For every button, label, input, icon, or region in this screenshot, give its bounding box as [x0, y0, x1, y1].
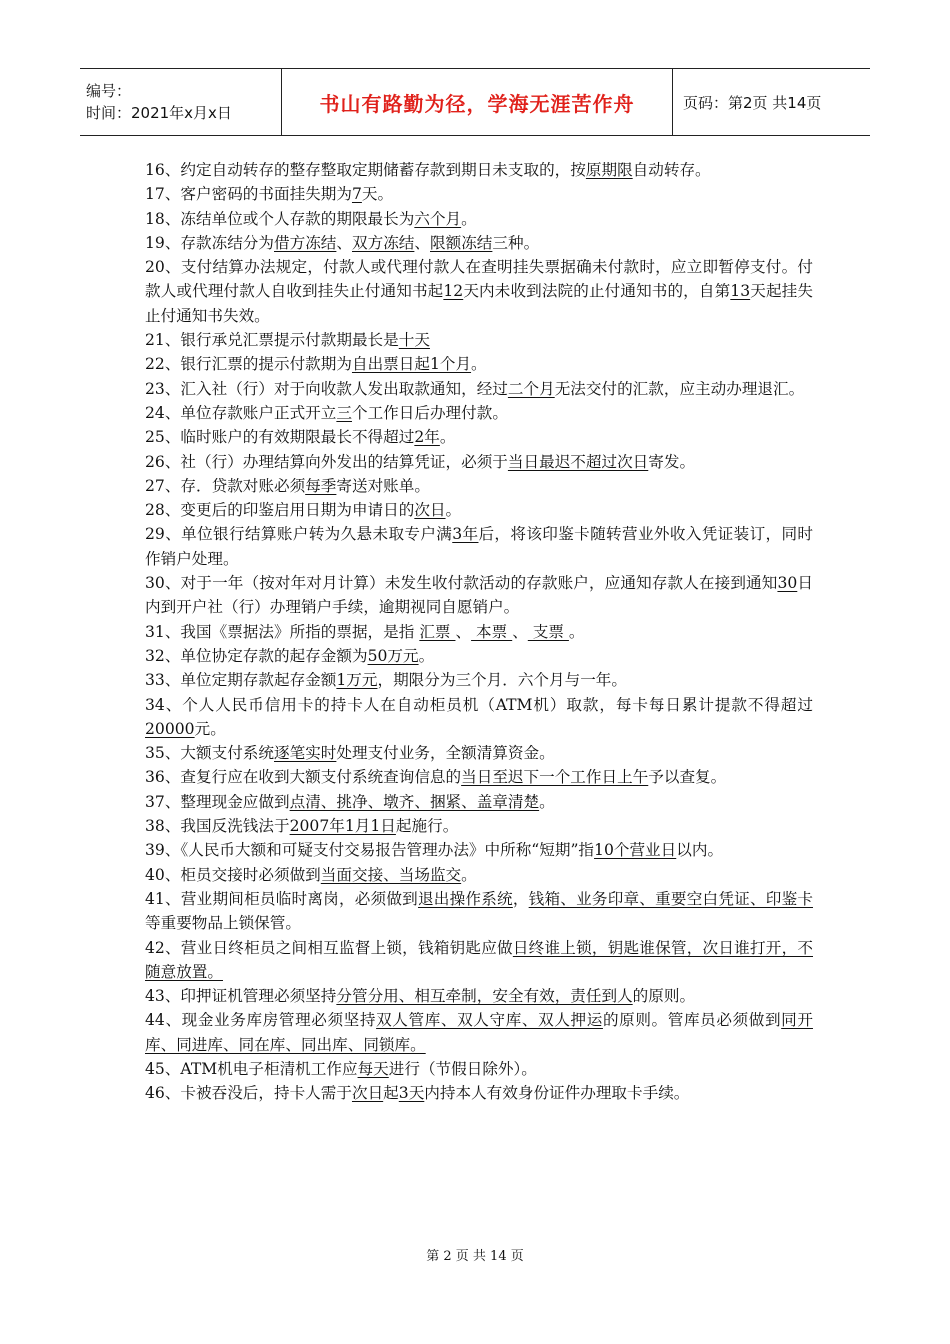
item-text: 40、柜员交接时必须做到 — [145, 865, 321, 884]
item-text: 35、大额支付系统 — [145, 744, 274, 763]
list-item — [145, 887, 813, 936]
page-footer: 第 2 页 共 14 页 — [426, 1249, 524, 1264]
underlined-answer: 退出操作系统 — [417, 889, 513, 908]
list-item — [145, 231, 813, 255]
item-text: 。 — [461, 865, 477, 884]
document-body — [145, 158, 813, 1106]
list-item — [145, 352, 813, 376]
underlined-answer: 日终谁上锁，钥匙谁保管，次日谁打开，不随意放置。 — [145, 938, 813, 981]
item-text: 20、支付结算办法规定，付款人或代理付款人在查明挂失票据确未付款时，应立即暂停支付。付款人或代理付款人自收到挂失止付通知书起 — [145, 258, 813, 301]
list-item — [145, 790, 813, 814]
underlined-answer: 双方冻结 — [352, 233, 415, 252]
list-item — [145, 863, 813, 887]
slogan: 书山有路勤为径，学海无涯苦作舟 — [319, 91, 635, 116]
underlined-answer: 20000 — [145, 719, 195, 738]
item-text: 天。 — [361, 185, 394, 204]
underlined-answer: 2007年1月1日 — [289, 817, 396, 836]
item-text: 。 — [445, 501, 462, 520]
list-item — [145, 838, 813, 862]
item-text: 33、单位定期存款起存金额 — [145, 671, 337, 690]
underlined-answer: 当日最迟不超过次日 — [507, 452, 649, 471]
list-item — [145, 571, 813, 620]
underlined-answer: 钱箱、业务印章、重要空白凭证、印鉴卡 — [528, 889, 813, 908]
item-text: 个工作日后办理付款。 — [351, 403, 508, 422]
underlined-answer: 次日 — [351, 1084, 384, 1103]
item-text: 17、客户密码的书面挂失期为 — [145, 185, 352, 204]
list-item — [145, 1008, 813, 1057]
underlined-answer: 7 — [351, 185, 362, 204]
item-text: 36、查复行应在收到大额支付系统查询信息的 — [145, 768, 462, 787]
item-text: 、 — [336, 233, 352, 252]
underlined-answer: 汇票 — [419, 622, 456, 641]
number-label: 编号： — [86, 82, 132, 100]
underlined-answer: 分管分用、相互牵制，安全有效，责任到人 — [336, 987, 633, 1006]
underlined-answer: 2年 — [414, 428, 440, 447]
list-item — [145, 1057, 813, 1081]
list-item — [145, 984, 813, 1008]
underlined-answer: 十天 — [398, 331, 430, 350]
item-text: 。 — [461, 209, 477, 228]
underlined-answer: 30 — [777, 574, 798, 593]
header-info — [80, 69, 282, 135]
list-item — [145, 741, 813, 765]
item-text: 自动转存。 — [632, 161, 711, 179]
item-text: 21、银行承兑汇票提示付款期最长是 — [145, 331, 399, 350]
item-text: 44、现金业务库房管理必须坚持 — [145, 1011, 377, 1030]
item-text: 42、营业日终柜员之间相互监督上锁，钱箱钥匙应做 — [145, 938, 513, 957]
header-slogan-cell — [282, 69, 673, 135]
item-text: 后，将该印鉴卡随转营业外收入凭证装订，同时作销户处理。 — [145, 525, 814, 568]
item-text: 无法交付的汇款，应主动办理退汇。 — [554, 379, 805, 398]
item-text: 寄送对账单。 — [336, 476, 430, 495]
underlined-answer: 二个月 — [507, 379, 555, 398]
underlined-answer: 本票 — [471, 622, 513, 641]
item-text: 25、临时账户的有效期限最长不得超过 — [145, 428, 415, 447]
list-item — [145, 401, 813, 425]
item-text: 43、印押证机管理必须坚持 — [145, 987, 337, 1006]
item-text: 。 — [539, 792, 555, 811]
underlined-answer: 点清、挑净、墩齐、捆紧、盖章清楚 — [289, 792, 540, 811]
underlined-answer: 双人管库、双人守库、双人押运 — [376, 1011, 603, 1030]
item-text: 41、营业期间柜员临时离岗，必须做到 — [145, 889, 418, 908]
item-text: 16、约定自动转存的整存整取定期储蓄存款到期日未支取的，按 — [145, 161, 586, 179]
list-item — [145, 668, 813, 692]
item-text: 29、单位银行结算账户转为久悬未取专户满 — [145, 525, 453, 544]
list-item — [145, 425, 813, 449]
underlined-answer: 12 — [443, 282, 464, 301]
underlined-answer: 每天 — [357, 1059, 389, 1078]
item-text: 26、社（行）办理结算向外发出的结算凭证，必须于 — [145, 452, 508, 471]
underlined-answer: 借方冻结 — [274, 233, 337, 252]
item-text: 。 — [418, 646, 435, 665]
item-text: 起 — [383, 1084, 399, 1103]
item-text: 处理支付业务，全额清算资金。 — [336, 744, 555, 763]
item-text: 予以查复。 — [648, 768, 727, 787]
item-text: 天内未收到法院的止付通知书的，自第 — [463, 282, 731, 301]
time-label: 时间：2021年x月x日 — [86, 104, 232, 122]
underlined-answer: 三 — [336, 403, 352, 422]
list-item — [145, 474, 813, 498]
item-text: 、 — [512, 622, 528, 641]
list-item — [145, 450, 813, 474]
item-text: 的原则。管库员必须做到 — [602, 1011, 782, 1030]
underlined-answer: 13 — [730, 282, 751, 301]
item-text: 以内。 — [676, 841, 724, 860]
item-text: 内持本人有效身份证件办理取卡手续。 — [424, 1084, 690, 1103]
item-text: 进行（节假日除外）。 — [388, 1059, 537, 1078]
item-text: 37、整理现金应做到 — [145, 792, 290, 811]
item-text: 22、银行汇票的提示付款期为 — [145, 355, 352, 374]
item-text: 日内到开户社（行）办理销户手续，逾期视同自愿销户。 — [145, 574, 813, 617]
page-label: 页码：第2页 共14页 — [683, 93, 822, 112]
list-item — [145, 377, 813, 401]
underlined-answer: 当日至迟下一个工作日上午 — [461, 768, 649, 787]
item-text: 。 — [439, 428, 456, 447]
underlined-answer: 3年 — [452, 525, 479, 544]
item-text: 27、存．贷款对账必须 — [145, 476, 306, 495]
underlined-answer: 同开库、同进库、同在库、同出库、同锁库。 — [145, 1011, 813, 1054]
item-text: 的原则。 — [632, 987, 696, 1006]
item-text: 31、我国《票据法》所指的票据，是指 — [145, 622, 420, 641]
list-item — [145, 182, 813, 206]
page-header — [80, 68, 870, 136]
list-item — [145, 693, 813, 742]
item-text: 、 — [455, 622, 472, 641]
underlined-answer: 限额冻结 — [430, 233, 493, 252]
item-text: ， — [512, 889, 529, 908]
item-text: 天起挂失止付通知书失效。 — [145, 282, 813, 325]
list-item — [145, 158, 813, 182]
item-text: 30、对于一年（按对年对月计算）未发生收付款活动的存款账户，应通知存款人在接到通知 — [145, 574, 778, 593]
list-item — [145, 936, 813, 985]
list-item — [145, 814, 813, 838]
underlined-answer: 六个月 — [414, 209, 462, 228]
item-text: 寄发。 — [648, 452, 696, 471]
list-item — [145, 644, 813, 668]
item-text: 46、卡被吞没后，持卡人需于 — [145, 1084, 352, 1103]
item-text: 38、我国反洗钱法于 — [145, 817, 290, 836]
item-text: 。 — [471, 355, 487, 374]
item-text: ，期限分为三个月．六个月与一年。 — [377, 671, 627, 690]
list-item — [145, 522, 813, 571]
underlined-answer: 1万元 — [336, 671, 378, 690]
underlined-answer: 支票 — [527, 622, 569, 641]
underlined-answer: 50万元 — [367, 646, 419, 665]
header-page-cell — [673, 69, 870, 135]
item-text: 起施行。 — [395, 817, 459, 836]
item-text: 、 — [414, 233, 430, 252]
underlined-answer: 自出票日起1个月 — [351, 355, 472, 374]
item-text: 等重要物品上锁保管。 — [145, 914, 301, 933]
item-text: 18、冻结单位或个人存款的期限最长为 — [145, 209, 415, 228]
item-text: 23、汇入社（行）对于向收款人发出取款通知，经过 — [145, 379, 508, 398]
item-text: 24、单位存款账户正式开立 — [145, 403, 337, 422]
underlined-answer: 10个营业日 — [594, 841, 677, 860]
underlined-answer: 每季 — [305, 476, 337, 495]
list-item — [145, 1081, 813, 1105]
item-text: 。 — [568, 622, 585, 641]
list-item — [145, 765, 813, 789]
underlined-answer: 3天 — [398, 1084, 425, 1103]
list-item — [145, 255, 813, 328]
underlined-answer: 原期限 — [585, 161, 633, 179]
list-item — [145, 328, 813, 352]
item-text: 32、单位协定存款的起存金额为 — [145, 646, 368, 665]
list-item — [145, 207, 813, 231]
item-text: 34、个人人民币信用卡的持卡人在自动柜员机（ATM机）取款，每卡每日累计提款不得超过 — [145, 695, 813, 714]
underlined-answer: 逐笔实时 — [274, 744, 337, 763]
item-text: 28、变更后的印鉴启用日期为申请日的 — [145, 501, 415, 520]
item-text: 三种。 — [492, 233, 540, 252]
list-item — [145, 498, 813, 522]
item-text: 39、《人民币大额和可疑支付交易报告管理办法》中所称“短期”指 — [145, 841, 595, 860]
underlined-answer: 次日 — [414, 501, 446, 520]
item-text: 19、存款冻结分为 — [145, 233, 274, 252]
underlined-answer: 当面交接、当场监交 — [320, 865, 462, 884]
list-item — [145, 620, 813, 644]
item-text: 45、ATM机电子柜清机工作应 — [145, 1059, 358, 1078]
item-text: 元。 — [194, 719, 226, 738]
